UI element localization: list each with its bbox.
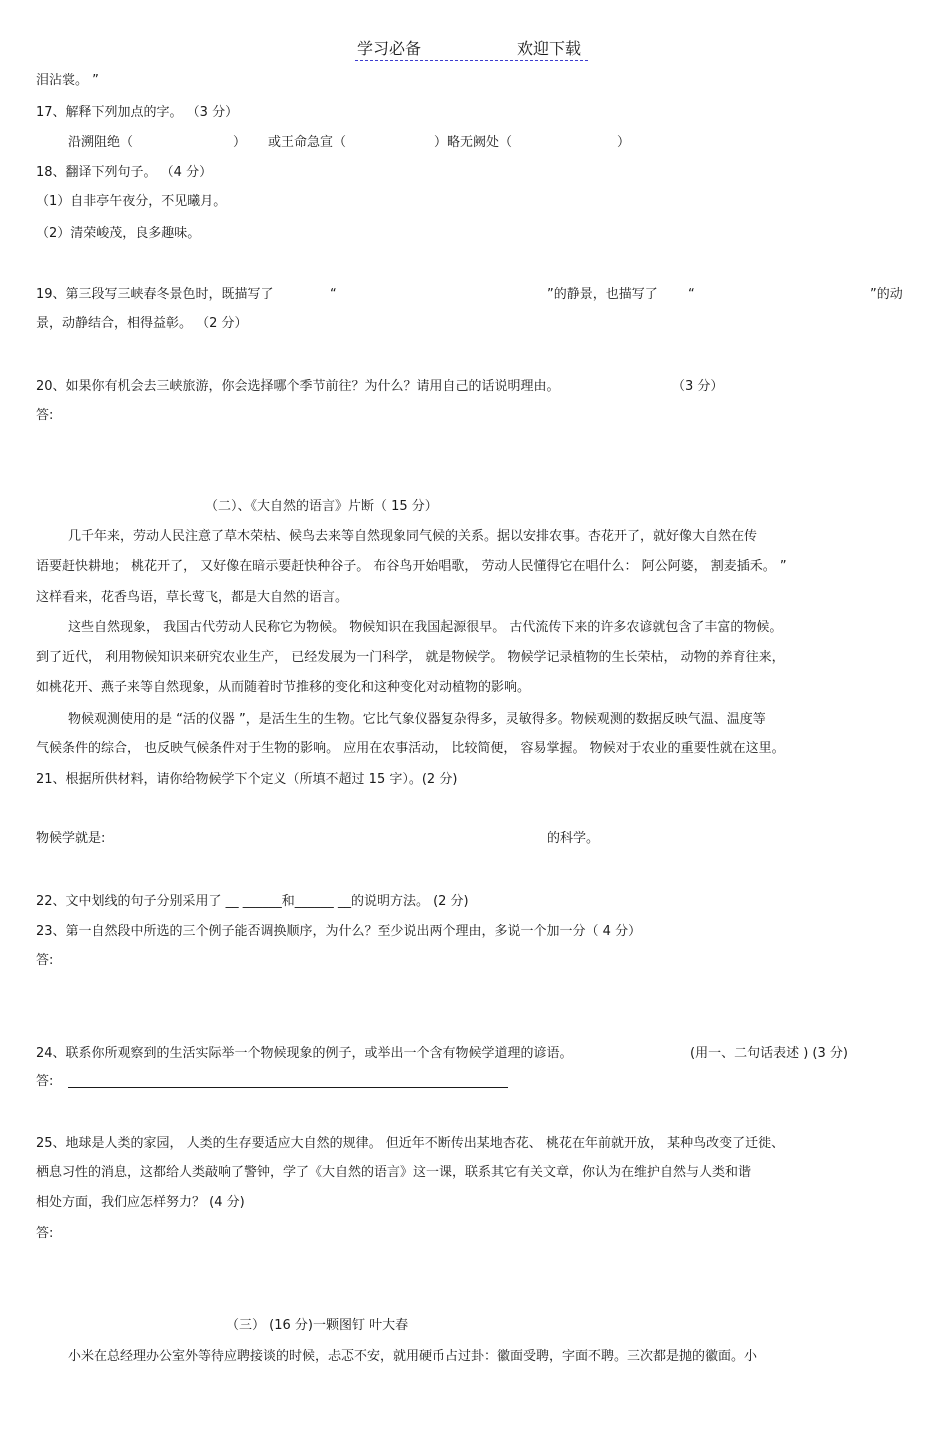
question-24: 24、联系你所观察到的生活实际举一个物候现象的例子，或举出一个含有物候学道理的谚语。: [36, 1046, 573, 1061]
question-19-part-c: ”的动: [870, 287, 903, 302]
question-20-score: （3 分）: [672, 379, 724, 394]
question-19-part-b: ”的静景，也描写了: [547, 287, 658, 302]
q21-answer-prefix: 物候学就是:: [36, 831, 106, 846]
paragraph-line: 小米在总经理办公室外等待应聘接谈的时候，忐忑不安，就用硬币占过卦：徽面受聘，字面不聘。三次都是抛的徽面。小: [68, 1349, 758, 1364]
paragraph-line: 这些自然现象， 我国古代劳动人民称它为物候。 物候知识在我国起源很早。 古代流传下来的许多农谚就包含了丰富的物候。: [68, 620, 783, 635]
text-line: 泪沾裳。 ”: [36, 73, 99, 88]
answer-line: [68, 1087, 508, 1088]
q18-sentence-1: （1）自非亭午夜分，不见曦月。: [36, 194, 227, 209]
paragraph-line: 栖息习性的消息，这都给人类敲响了警钟，学了《大自然的语言》这一课，联系其它有关文章，你认为在维护自然与人类和谐: [36, 1165, 752, 1180]
answer-label: 答:: [36, 953, 54, 968]
question-23: 23、第一自然段中所选的三个例子能否调换顺序，为什么？至少说出两个理由，多说一个加一分（ 4 分）: [36, 924, 642, 939]
answer-label: 答:: [36, 1226, 54, 1241]
paragraph-line: 气候条件的综合， 也反映气候条件对于生物的影响。 应用在农事活动， 比较简便， 容易掌握。 物候对于农业的重要性就在这里。: [36, 741, 785, 756]
question-19-quote-1: “: [330, 287, 337, 302]
header-divider: [355, 60, 588, 61]
question-18: 18、翻译下列句子。 （4 分）: [36, 165, 213, 180]
section-3-title: （三） (16 分)一颗图钉 叶大春: [226, 1318, 409, 1333]
paragraph-line: 如桃花开、燕子来等自然现象，从而随着时节推移的变化和这种变化对动植物的影响。: [36, 680, 531, 695]
answer-label: 答:: [36, 408, 54, 423]
paragraph-line: 25、地球是人类的家园， 人类的生存要适应大自然的规律。 但近年不断传出某地杏花、 桃花在年前就开放， 某种鸟改变了迁徙、: [36, 1136, 785, 1151]
paragraph-line: 几千年来，劳动人民注意了草木荣枯、候鸟去来等自然现象同气候的关系。据以安排农事。杏花开了，就好像大自然在传: [68, 529, 758, 544]
paragraph-line: 这样看来，花香鸟语，草长莺飞，都是大自然的语言。: [36, 590, 349, 605]
question-22: 22、文中划线的句子分别采用了 __ ______和______ __的说明方法。 (2 分): [36, 894, 469, 909]
q17-item-b-end: ）略无阙处（: [434, 135, 513, 150]
paragraph-line: 语要赶快耕地； 桃花开了， 又好像在暗示要赶快种谷子。 布谷鸟开始唱歌， 劳动人民懂得它在唱什么： 阿公阿婆， 割麦插禾。 ”: [36, 559, 787, 574]
question-19-quote-2: “: [688, 287, 695, 302]
paragraph-line: 相处方面，我们应怎样努力？ (4 分): [36, 1195, 245, 1210]
question-19-part-a: 19、第三段写三峡春冬景色时，既描写了: [36, 287, 274, 302]
question-21: 21、根据所供材料，请你给物候学下个定义（所填不超过 15 字）。(2 分): [36, 772, 458, 787]
section-2-title: （二）、《大自然的语言》片断（ 15 分）: [205, 499, 438, 514]
question-24-note: (用一、二句话表述 ) (3 分): [690, 1046, 848, 1061]
question-19-part-d: 景，动静结合，相得益彰。 （2 分）: [36, 316, 248, 331]
q17-item-c-end: ）: [617, 135, 631, 150]
q17-item-b: 或王命急宣（: [268, 135, 347, 150]
q18-sentence-2: （2）清荣峻茂，良多趣味。: [36, 226, 201, 241]
question-17: 17、解释下列加点的字。 （3 分）: [36, 105, 239, 120]
header-left: 学习必备: [357, 39, 422, 58]
answer-label: 答:: [36, 1074, 54, 1089]
paragraph-line: 物候观测使用的是 “活的仪器 ”，是活生生的生物。它比气象仪器复杂得多，灵敏得多。物候观测的数据反映气温、温度等: [68, 712, 766, 727]
q17-item-a: 沿溯阻绝（: [68, 135, 134, 150]
q21-answer-suffix: 的科学。: [547, 831, 600, 846]
question-20: 20、如果你有机会去三峡旅游，你会选择哪个季节前往？为什么？请用自己的话说明理由。: [36, 379, 560, 394]
header-right: 欢迎下载: [517, 39, 582, 58]
q17-item-a-end: ）: [233, 135, 247, 150]
paragraph-line: 到了近代， 利用物候知识来研究农业生产， 已经发展为一门科学， 就是物候学。 物候学记录植物的生长荣枯， 动物的养育往来，: [36, 650, 785, 665]
